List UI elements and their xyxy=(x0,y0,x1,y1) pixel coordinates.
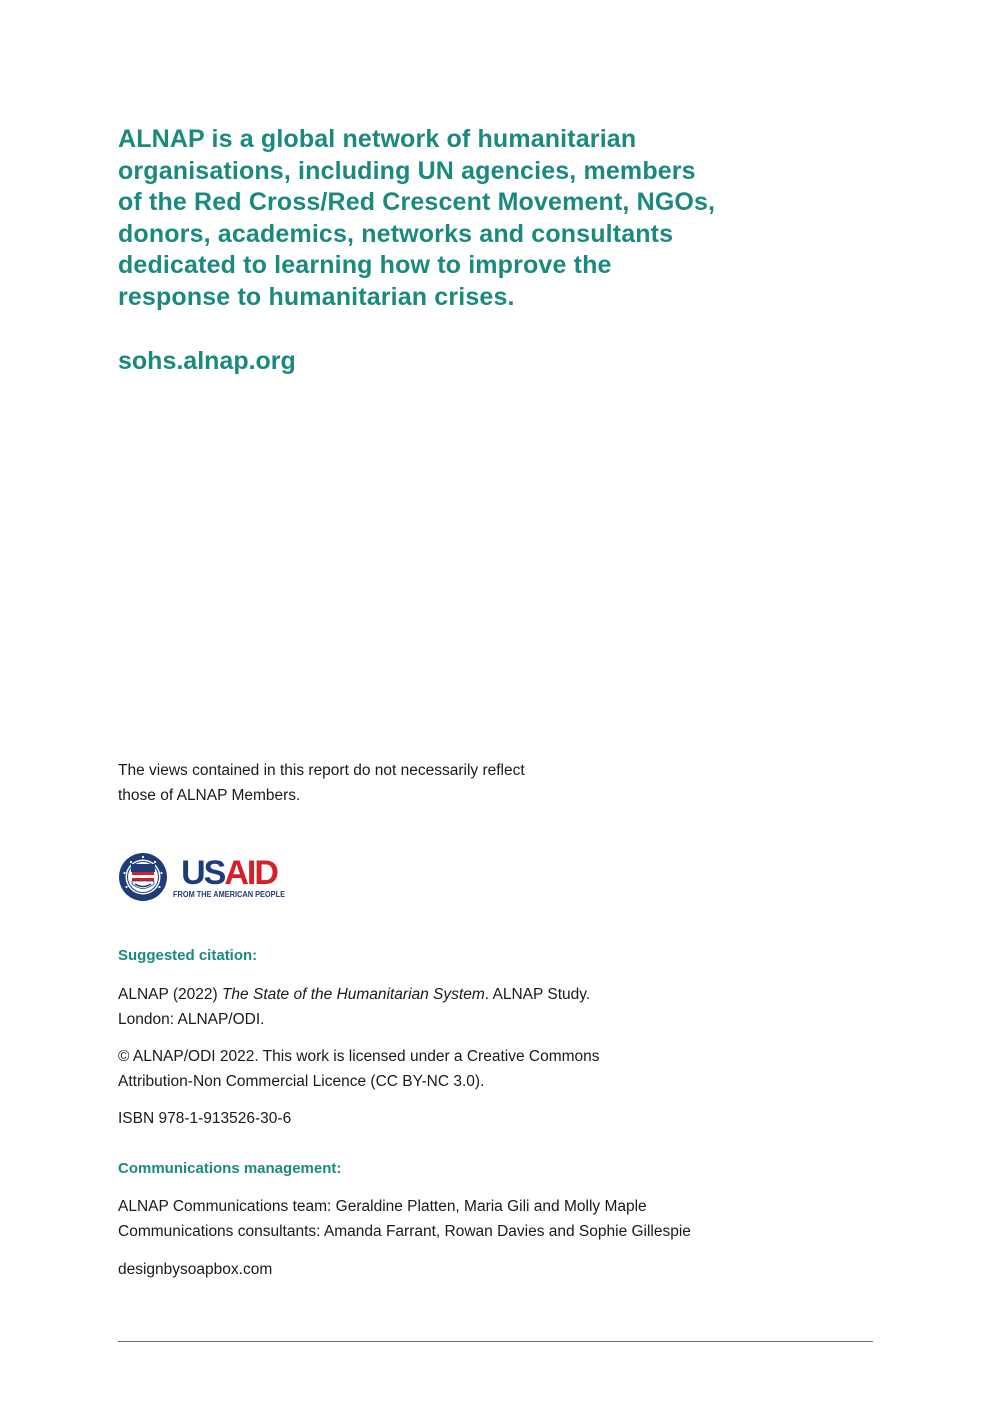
copyright-line: Attribution-Non Commercial Licence (CC BY-NC 3.0). xyxy=(118,1073,485,1090)
report-title: The State of the Humanitarian System xyxy=(221,986,485,1003)
disclaimer xyxy=(118,758,525,808)
citation-heading: Suggested citation: xyxy=(118,947,258,964)
intro-line: donors, academics, networks and consultants xyxy=(118,219,674,248)
communications-heading: Communications management: xyxy=(118,1160,342,1177)
intro-line: dedicated to learning how to improve the xyxy=(118,251,612,280)
copyright-notice xyxy=(118,1044,600,1094)
copyright-line: © ALNAP/ODI 2022. This work is licensed under a Creative Commons xyxy=(118,1048,600,1065)
intro-line: organisations, including UN agencies, members xyxy=(118,156,696,185)
disclaimer-line: those of ALNAP Members. xyxy=(118,787,301,804)
usaid-logo xyxy=(118,848,290,906)
intro-statement xyxy=(118,124,758,314)
intro-line: response to humanitarian crises. xyxy=(118,282,515,311)
design-credit[interactable]: designbysoapbox.com xyxy=(118,1261,273,1278)
usaid-seal-icon xyxy=(118,848,290,906)
intro-line: of the Red Cross/Red Crescent Movement, NGOs, xyxy=(118,188,716,217)
logo-wordmark: USAID xyxy=(181,854,277,892)
intro-line: ALNAP is a global network of humanitarian xyxy=(118,125,637,153)
credit-line: ALNAP Communications team: Geraldine Platten, Maria Gili and Molly Maple xyxy=(118,1198,647,1215)
citation-reference xyxy=(118,982,590,1032)
citation-line: ALNAP (2022) The State of the Humanitarian System. ALNAP Study. xyxy=(118,986,591,1003)
citation-line: London: ALNAP/ODI. xyxy=(118,1011,265,1028)
credit-line: Communications consultants: Amanda Farrant, Rowan Davies and Sophie Gillespie xyxy=(118,1223,691,1240)
logo-tagline: FROM THE AMERICAN PEOPLE xyxy=(173,890,286,899)
website-link[interactable]: sohs.alnap.org xyxy=(118,347,296,375)
communications-credits xyxy=(118,1194,691,1244)
isbn: ISBN 978-1-913526-30-6 xyxy=(118,1110,292,1127)
disclaimer-line: The views contained in this report do not necessarily reflect xyxy=(118,762,525,779)
footer-divider xyxy=(118,1341,873,1342)
